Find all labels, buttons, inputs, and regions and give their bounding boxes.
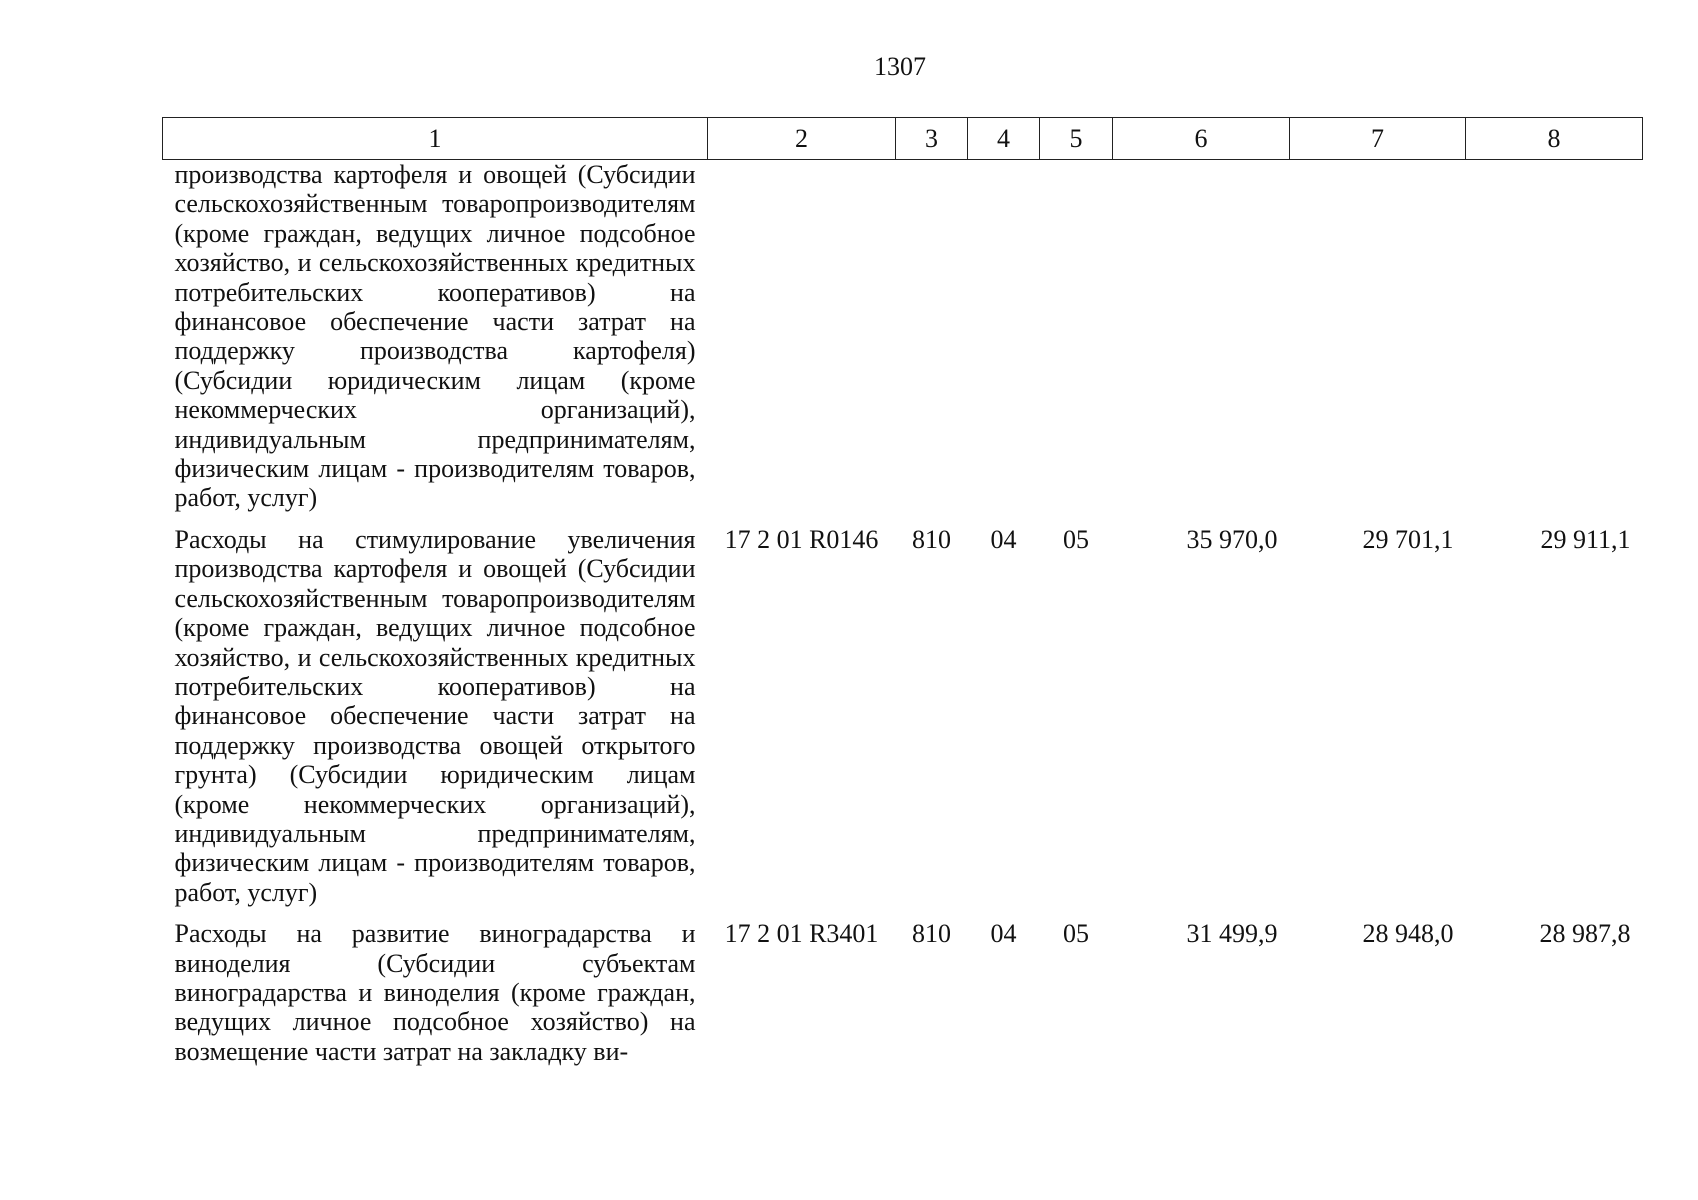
row-amount-col7: 29 701,1 — [1362, 524, 1454, 554]
table-row — [163, 919, 1643, 1078]
row-section — [968, 160, 1040, 525]
row-subsection — [1040, 160, 1113, 525]
row-amount-col8 — [1466, 160, 1643, 525]
row-section: 04 — [990, 919, 1017, 949]
row-subsection: 05 — [1063, 524, 1089, 554]
column-header-7: 7 — [1290, 118, 1466, 160]
column-header-8: 8 — [1466, 118, 1643, 160]
row-target-code: 17 2 01 R3401 — [724, 919, 879, 949]
column-header-5: 5 — [1040, 118, 1113, 160]
row-target-code — [708, 160, 896, 525]
row-amount-col6 — [1113, 160, 1290, 525]
row-expense-type: 810 — [912, 919, 951, 949]
row-description: Расходы на развитие виноградарства и виноделия (Субсидии субъектам виноградарства и виноделия (кроме граждан, ведущих личное подсобное хозяйство) на возмещение части затрат на закладку ви- — [174, 919, 696, 1066]
table-row — [163, 160, 1643, 525]
page-number: 1307 — [874, 52, 926, 81]
row-description: Расходы на стимулирование увеличения производства картофеля и овощей (Субсидии сельскохозяйственным товаропроизводителям (кроме граждан, ведущих личное подсобное хозяйство, и сельскохозяйственных кредитных потребительских кооперативов) на финансовое обеспечение части затрат на поддержку производства овощей открытого грунта) (Субсидии юридическим лицам (кроме некоммерческих организаций), индивидуальным предпринимателям, физическим лицам - производителям товаров, работ, услуг) — [174, 524, 696, 907]
row-amount-col8: 29 911,1 — [1540, 524, 1631, 554]
column-header-4: 4 — [968, 118, 1040, 160]
row-expense-type: 810 — [912, 524, 951, 554]
budget-table — [162, 117, 1643, 1078]
column-header-1: 1 — [163, 118, 708, 160]
column-header-6: 6 — [1113, 118, 1290, 160]
row-target-code: 17 2 01 R0146 — [724, 524, 879, 554]
row-amount-col7: 28 948,0 — [1362, 919, 1454, 949]
row-section: 04 — [990, 524, 1017, 554]
row-amount-col6: 35 970,0 — [1186, 524, 1278, 554]
row-subsection: 05 — [1063, 919, 1089, 949]
table-row — [163, 525, 1643, 919]
column-header-2: 2 — [708, 118, 896, 160]
row-expense-type — [896, 160, 968, 525]
row-amount-col6: 31 499,9 — [1186, 919, 1278, 949]
row-amount-col8: 28 987,8 — [1539, 919, 1631, 949]
row-amount-col7 — [1290, 160, 1466, 525]
column-header-3: 3 — [896, 118, 968, 160]
header-row — [163, 118, 1643, 160]
row-description: производства картофеля и овощей (Субсидии сельскохозяйственным товаропроизводителям (кроме граждан, ведущих личное подсобное хозяйство, и сельскохозяйственных кредитных потребительских кооперативов) на финансовое обеспечение части затрат на поддержку производства картофеля) (Субсидии юридическим лицам (кроме некоммерческих организаций), индивидуальным предпринимателям, физическим лицам - производителям товаров, работ, услуг) — [174, 160, 696, 513]
